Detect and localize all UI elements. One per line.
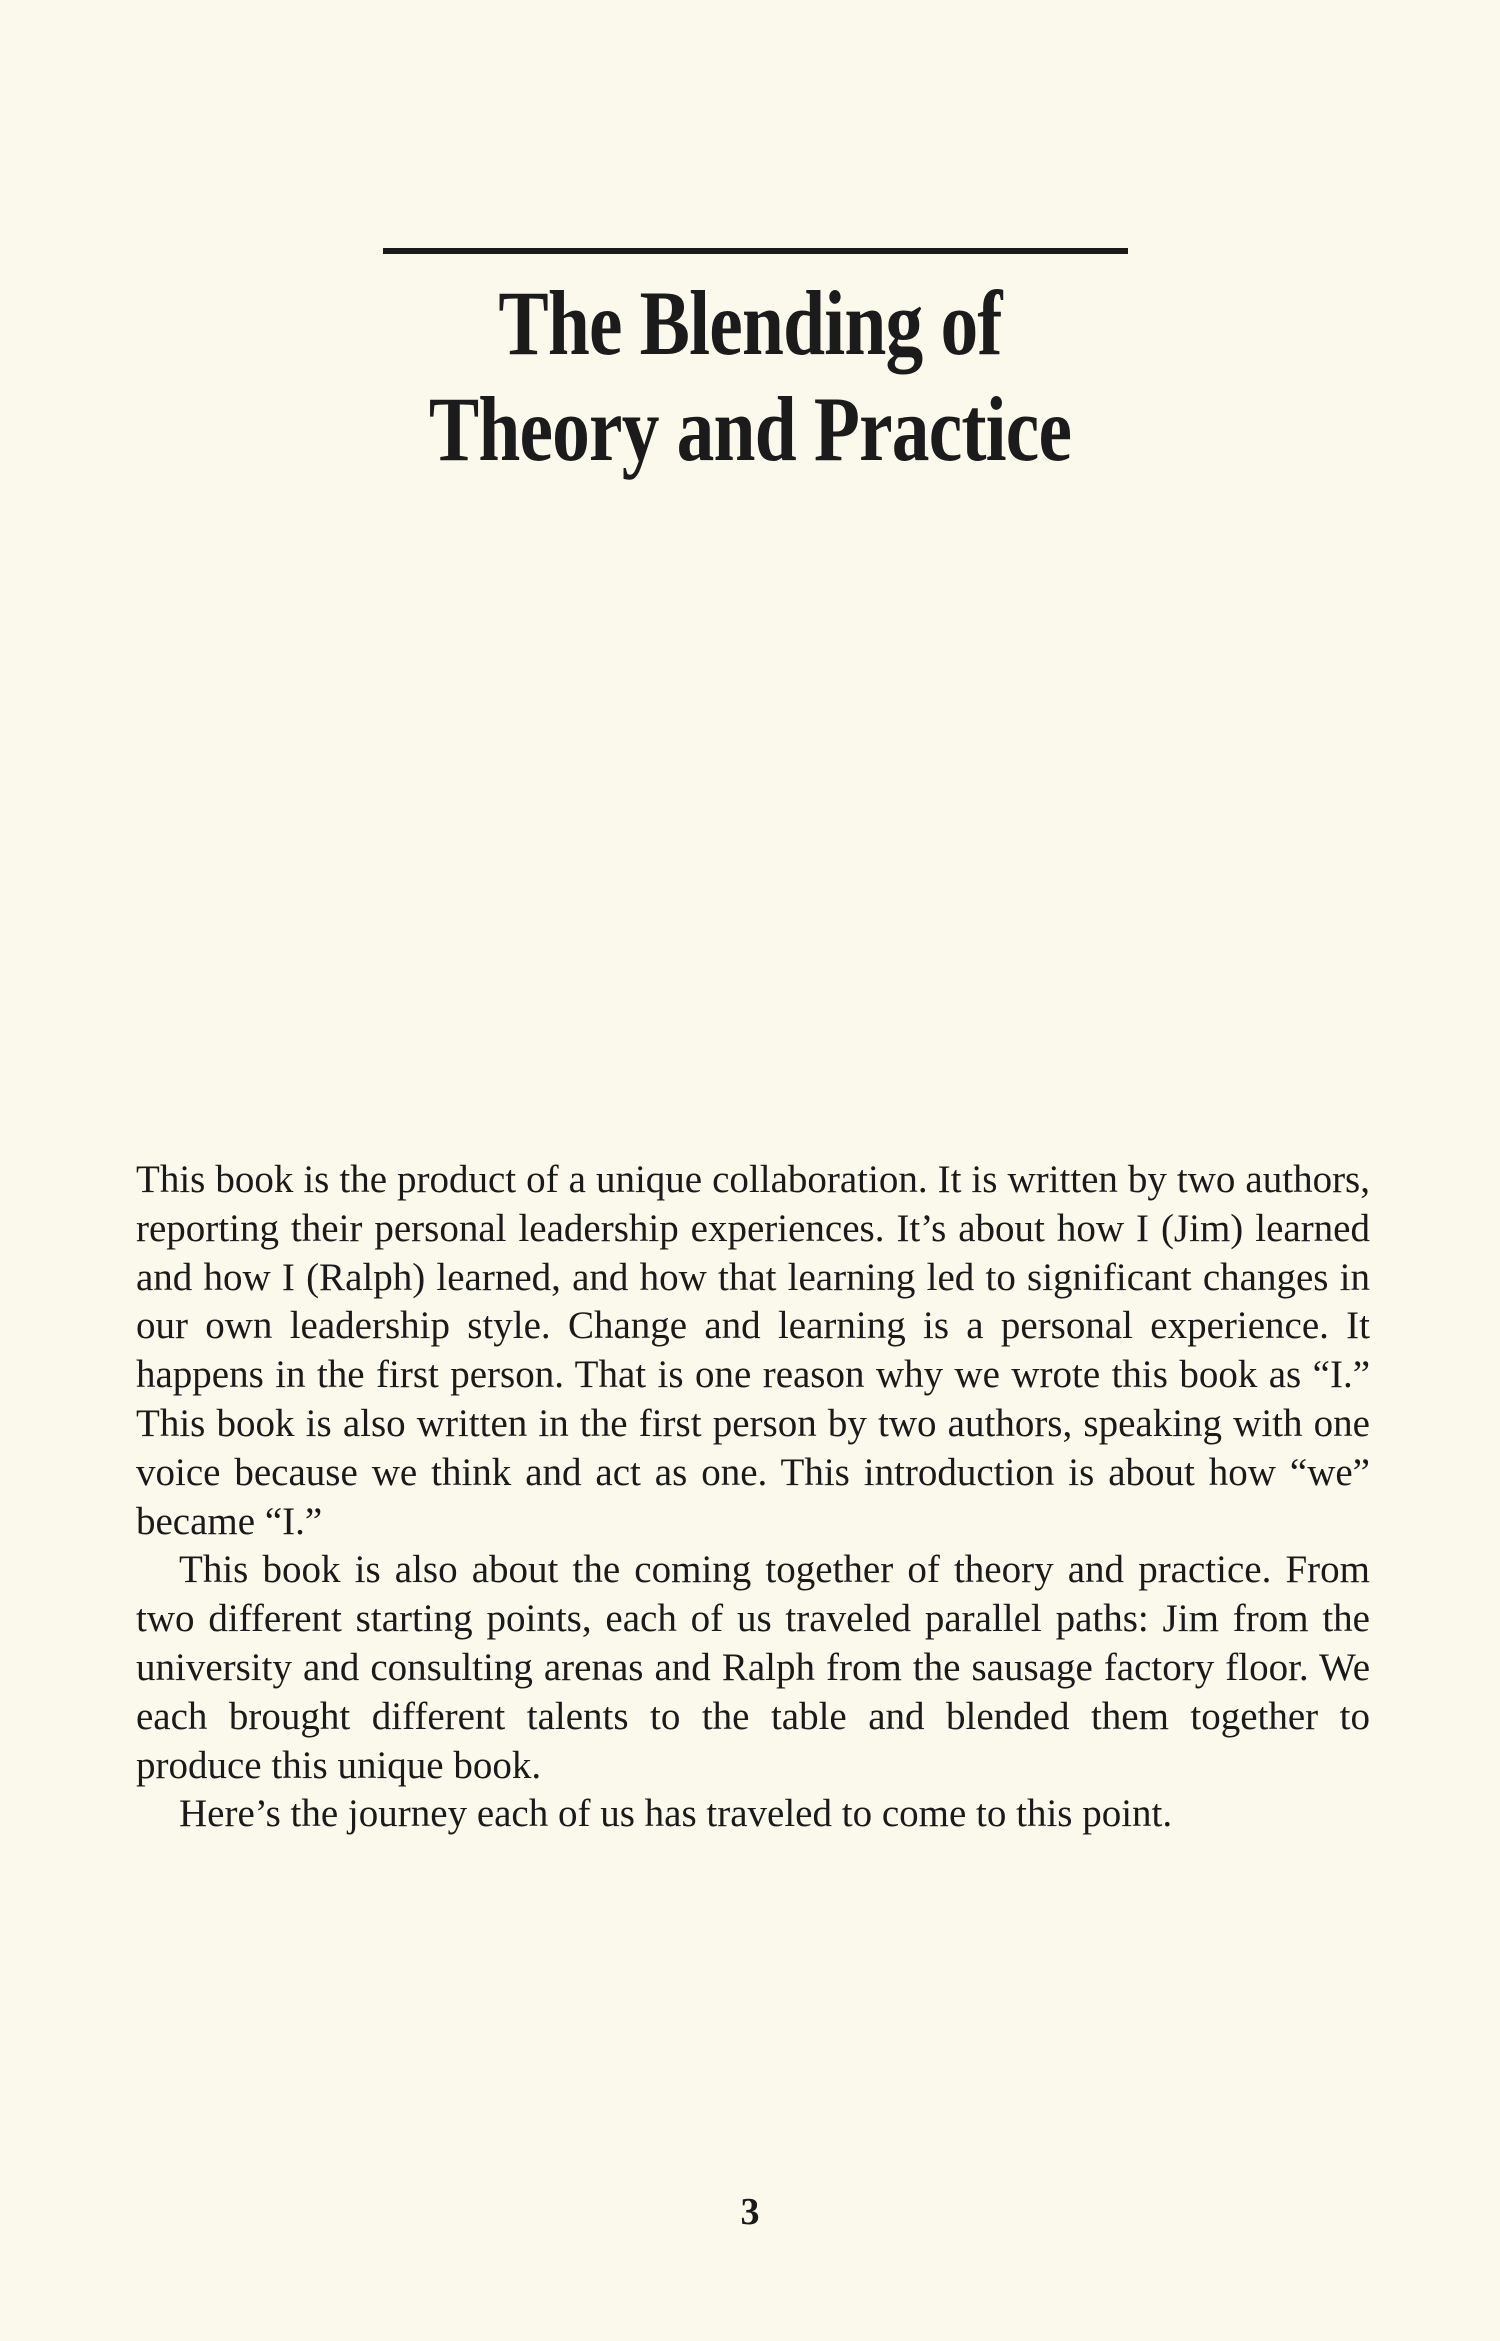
page-number: 3 (740, 2191, 760, 2233)
body-paragraph-2: This book is also about the coming together of theory and practice. From two different starting points, each of us traveled parallel paths: Jim from the university and consulting arenas and Ralph from the sausage factory floor. We each brought different talents to the table and blended them together to produce this unique book. (136, 1548, 1370, 1787)
body-paragraph-3: Here’s the journey each of us has traveled to come to this point. (179, 1792, 1173, 1836)
chapter-title (381, 270, 1119, 482)
body-text (136, 1156, 1370, 1839)
chapter-title-line-2: Theory and Practice (428, 378, 1072, 480)
title-rule (383, 248, 1128, 254)
chapter-title-line-1: The Blending of (498, 272, 1002, 374)
body-paragraph-1: This book is the product of a unique collaboration. It is written by two authors, reporting their personal leadership experiences. It’s about how I (Jim) learned and how I (Ralph) learned, and how that learning led to significant changes in our own leadership style. Change and learning is a personal experience. It happens in the first person. That is one reason why we wrote this book as “I.” This book is also written in the first person by two authors, speaking with one voice because we think and act as one. This introduction is about how “we” became “I.” (136, 1158, 1370, 1543)
